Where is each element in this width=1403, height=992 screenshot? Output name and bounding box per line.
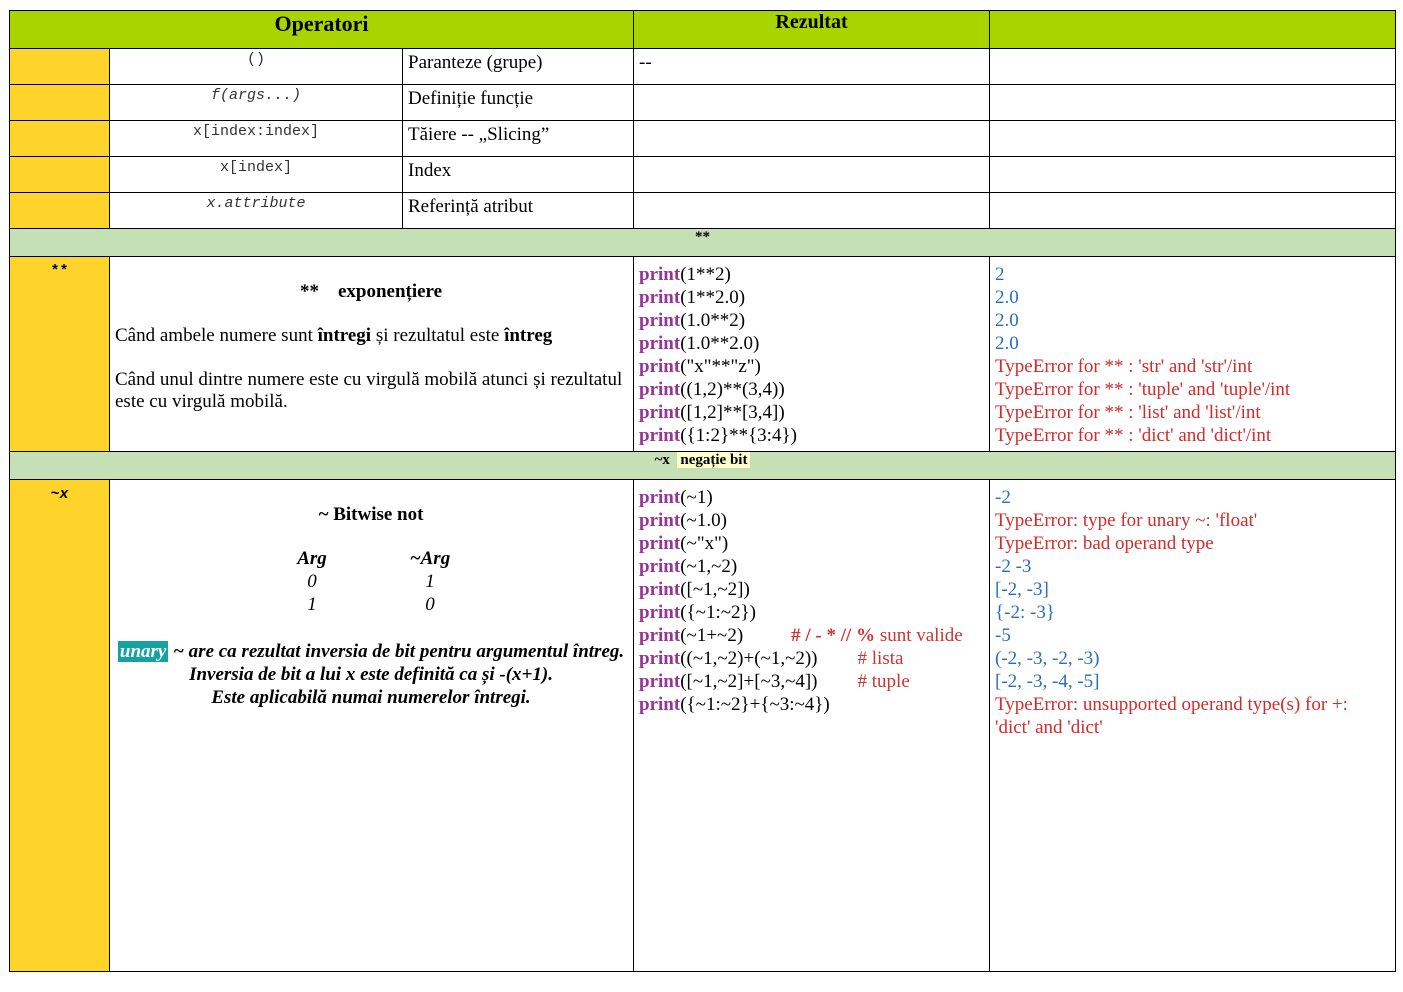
exponent-output [990, 257, 1396, 452]
not-expl-2: Inversia de bit a lui x este definită ca și -(x+1). [189, 664, 553, 685]
operator-description: Index [403, 157, 634, 193]
keyword: print [639, 425, 681, 446]
operator-code-text: x.attribute [206, 195, 306, 212]
yellow-cell [10, 85, 110, 121]
exponent-para2: Când unul dintre numere este cu virgulă mobilă atunci și rezultatul este cu virgulă mobilă. [115, 369, 623, 412]
code-rest: ([~1,~2]+[~3,~4]) [680, 671, 818, 692]
section-title [10, 452, 1396, 480]
code-rest: ([~1,~2]) [680, 579, 750, 600]
yellow-cell [10, 121, 110, 157]
keyword: print [639, 356, 681, 377]
output-line: -2 -3 [995, 556, 1032, 577]
code-rest: (1.0**2.0) [680, 333, 760, 354]
keyword: print [639, 579, 681, 600]
code-line [639, 263, 989, 286]
code-line [639, 670, 989, 693]
code-line [639, 401, 989, 424]
code-line [639, 693, 989, 716]
code-rest: ((~1,~2)+(~1,~2)) [680, 648, 818, 669]
code-rest: (1**2) [680, 264, 731, 285]
output-line: TypeError for ** : 'dict' and 'dict'/int [995, 425, 1272, 446]
keyword: print [639, 310, 681, 331]
not-code [634, 480, 990, 972]
code-rest: ({~1:~2}+{~3:~4}) [680, 694, 830, 715]
operator-result [634, 85, 990, 121]
not-expl-1-text: ~ are ca rezultat inversia de bit pentru argumentul întreg. [168, 641, 625, 662]
truth-cell: 1 [307, 594, 317, 615]
operator-result [634, 121, 990, 157]
operator-description: Tăiere -- „Slicing” [403, 121, 634, 157]
para1-part: și rezultatul este [371, 325, 505, 346]
output-line: TypeError for ** : 'str' and 'str'/int [995, 356, 1253, 377]
operator-description: Referință atribut [403, 193, 634, 229]
truth-header: ~Arg [409, 548, 451, 569]
section-header-not [10, 452, 1396, 480]
output-line: -2 [995, 487, 1011, 508]
operator-code: x[index] [110, 157, 403, 193]
output-line: 2 [995, 264, 1005, 285]
truth-header: Arg [297, 548, 327, 569]
output-line: TypeError for ** : 'tuple' and 'tuple'/int [995, 379, 1291, 400]
keyword: print [639, 333, 681, 354]
section-title-op: ~x [654, 452, 670, 468]
operator-code [110, 85, 403, 121]
header-extra [990, 11, 1396, 49]
code-rest: (~"x") [680, 533, 729, 554]
operator-code-text: f(args...) [210, 87, 301, 104]
code-rest: (1.0**2) [680, 310, 746, 331]
code-line [639, 355, 989, 378]
header-rezultat: Rezultat [634, 11, 990, 49]
exponent-heading [115, 281, 627, 303]
not-heading: ~ Bitwise not [318, 504, 424, 525]
code-comment: # lista [857, 648, 904, 669]
code-line [639, 555, 989, 578]
output-line: (-2, -3, -2, -3) [995, 648, 1100, 669]
output-line: TypeError: type for unary ~: 'float' [995, 510, 1258, 531]
code-line [639, 509, 989, 532]
exponent-para1 [115, 325, 627, 347]
output-line: [-2, -3, -4, -5] [995, 671, 1100, 692]
keyword: print [639, 671, 681, 692]
code-comment-bold: # / - * // % [791, 625, 876, 646]
keyword: print [639, 602, 681, 623]
keyword: print [639, 264, 681, 285]
output-line: {-2: -3} [995, 602, 1055, 623]
para1-part: Când ambele numere sunt [115, 325, 318, 346]
table-row [10, 157, 1396, 193]
table-row [10, 49, 1396, 85]
operator-description: Paranteze (grupe) [403, 49, 634, 85]
code-line [639, 578, 989, 601]
exponent-heading-op: ** [299, 281, 319, 302]
code-rest: (~1) [680, 487, 713, 508]
operator-extra [990, 121, 1396, 157]
keyword: print [639, 510, 681, 531]
code-rest: (~1,~2) [680, 556, 738, 577]
output-line: [-2, -3] [995, 579, 1049, 600]
operator-code: () [110, 49, 403, 85]
output-line: 2.0 [995, 287, 1019, 308]
section-header-exponent [10, 229, 1396, 257]
code-comment: sunt valide [875, 625, 963, 646]
para1-bold: întregi [317, 325, 372, 346]
operator-extra [990, 85, 1396, 121]
exponent-explanation [110, 257, 634, 452]
table-row [10, 85, 1396, 121]
yellow-cell [10, 49, 110, 85]
truth-cell: 0 [425, 594, 435, 615]
code-rest: ({~1:~2}) [680, 602, 756, 623]
code-rest: ("x"**"z") [680, 356, 761, 377]
not-label [10, 480, 110, 972]
operator-description: Definiție funcție [403, 85, 634, 121]
output-line: TypeError for ** : 'list' and 'list'/int [995, 402, 1261, 423]
table-row [10, 121, 1396, 157]
keyword: print [639, 694, 681, 715]
operator-code: x[index:index] [110, 121, 403, 157]
code-line [639, 378, 989, 401]
truth-cell: 1 [425, 571, 435, 592]
para1-bold: întreg [504, 325, 553, 346]
code-line [639, 424, 989, 447]
code-comment: # tuple [857, 671, 910, 692]
code-rest: (~1.0) [680, 510, 727, 531]
not-output [990, 480, 1396, 972]
truth-table [253, 548, 489, 617]
code-rest: (1**2.0) [680, 287, 746, 308]
code-line [639, 332, 989, 355]
exponent-row [10, 257, 1396, 452]
operator-result [634, 193, 990, 229]
operator-extra [990, 157, 1396, 193]
exponent-heading-text: exponențiere [337, 281, 443, 302]
not-expl-1 [115, 640, 627, 663]
not-explanation [110, 480, 634, 972]
code-rest: (~1+~2) [680, 625, 744, 646]
operators-table [9, 10, 1396, 972]
header-operatori: Operatori [10, 11, 634, 49]
code-rest: ({1:2}**{3:4}) [680, 425, 797, 446]
output-line: 2.0 [995, 333, 1019, 354]
output-line: -5 [995, 625, 1011, 646]
code-line [639, 286, 989, 309]
operator-result: -- [634, 49, 990, 85]
keyword: print [639, 487, 681, 508]
keyword: print [639, 625, 681, 646]
code-rest: ([1,2]**[3,4]) [680, 402, 785, 423]
table-row [10, 193, 1396, 229]
truth-cell: 0 [307, 571, 317, 592]
keyword: print [639, 556, 681, 577]
keyword: print [639, 648, 681, 669]
exponent-code [634, 257, 990, 452]
operator-extra [990, 49, 1396, 85]
exponent-label: ** [10, 257, 110, 452]
code-line [639, 647, 989, 670]
operator-extra [990, 193, 1396, 229]
not-expl-3: Este aplicabilă numai numerelor întregi. [211, 687, 531, 708]
output-line: TypeError: unsupported operand type(s) for +: 'dict' and 'dict' [995, 694, 1348, 738]
yellow-cell [10, 193, 110, 229]
code-line [639, 601, 989, 624]
section-title-text: negație bit [677, 452, 750, 468]
keyword: print [639, 287, 681, 308]
keyword: print [639, 402, 681, 423]
code-rest: ((1,2)**(3,4)) [680, 379, 785, 400]
unary-tag: unary [119, 641, 167, 662]
header-row [10, 11, 1396, 49]
operator-result [634, 157, 990, 193]
output-line: 2.0 [995, 310, 1019, 331]
operator-code [110, 193, 403, 229]
code-line [639, 532, 989, 555]
keyword: print [639, 533, 681, 554]
not-label-text: ~x [50, 486, 69, 503]
code-line [639, 624, 989, 647]
section-title: ** [10, 229, 1396, 257]
not-row [10, 480, 1396, 972]
code-line [639, 486, 989, 509]
yellow-cell [10, 157, 110, 193]
keyword: print [639, 379, 681, 400]
code-line [639, 309, 989, 332]
output-line: TypeError: bad operand type [995, 533, 1214, 554]
